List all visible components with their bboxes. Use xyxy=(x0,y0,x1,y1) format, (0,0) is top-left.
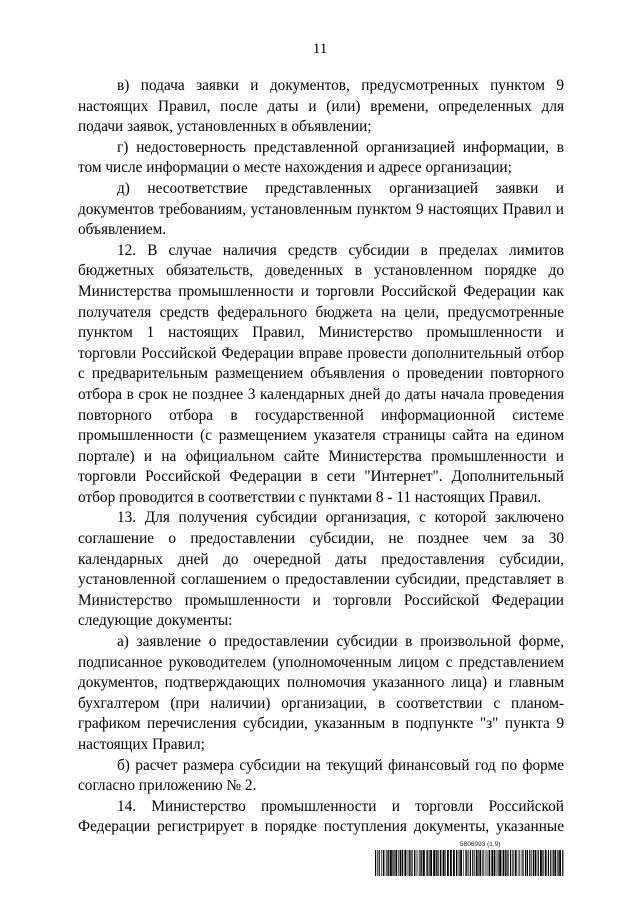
paragraph-13: 13. Для получения субсидии организация, с которой заключено соглашение о предоставлении субсидии, не позднее чем за 30 календарных дней до очередной даты предоставления субсидии, установленной соглашением о предоставлении субсидии, представляет в Министерство промышленности и торговли Российской Федерации следующие документы: xyxy=(78,509,564,630)
paragraph-g: г) недостоверность представленной организацией информации, в том числе информации о месте нахождения и адресе организации; xyxy=(78,138,564,177)
paragraph-b: б) расчет размера субсидии на текущий финансовый год по форме согласно приложению № 2. xyxy=(78,756,564,795)
document-code: 5806993 (1.9) xyxy=(460,841,501,848)
paragraph-v: в) подача заявки и документов, предусмотренных пунктом 9 настоящих Правил, после даты и (или) времени, определенных для подачи заявок, установленных в объявлении; xyxy=(78,77,564,136)
paragraph-12: 12. В случае наличия средств субсидии в пределах лимитов бюджетных обязательств, доведенных в установленном порядке до Министерства промышленности и торговли Российской Федерации как получателя средств федерального бюджета на цели, предусмотренные пунктом 1 настоящих Правил, Министерство промышленности и торговли Российской Федерации вправе провести дополнительный отбор с предварительным размещением объявления о проведении повторного отбора в срок не позднее 3 календарных дней до даты начала проведения повторного отбора в государственной информационной системе промышленности (с размещением указателя страницы сайта на едином портале) и на официальном сайте Министерства промышленности и торговли Российской Федерации в сети "Интернет". Дополнительный отбор проводится в соответствии с пунктами 8 - 11 настоящих Правил. xyxy=(78,241,564,506)
paragraph-d: д) несоответствие представленных организацией заявки и документов требованиям, установленным пунктом 9 настоящих Правил и объявлением. xyxy=(78,179,564,239)
page-number: 11 xyxy=(312,41,328,57)
document-body xyxy=(78,76,564,838)
paragraph-14: 14. Министерство промышленности и торговли Российской Федерации регистрирует в порядке поступления документы, указанные xyxy=(78,797,564,836)
barcode-icon xyxy=(375,850,565,876)
paragraph-a: а) заявление о предоставлении субсидии в произвольной форме, подписанное руководителем (уполномоченным лицом с представлением документов, подтверждающих полномочия указанного лица) и главным бухгалтером (при наличии) организации, в соответствии с планом-графиком перечисления субсидии, указанным в подпункте "з" пункта 9 настоящих Правил; xyxy=(78,633,564,753)
